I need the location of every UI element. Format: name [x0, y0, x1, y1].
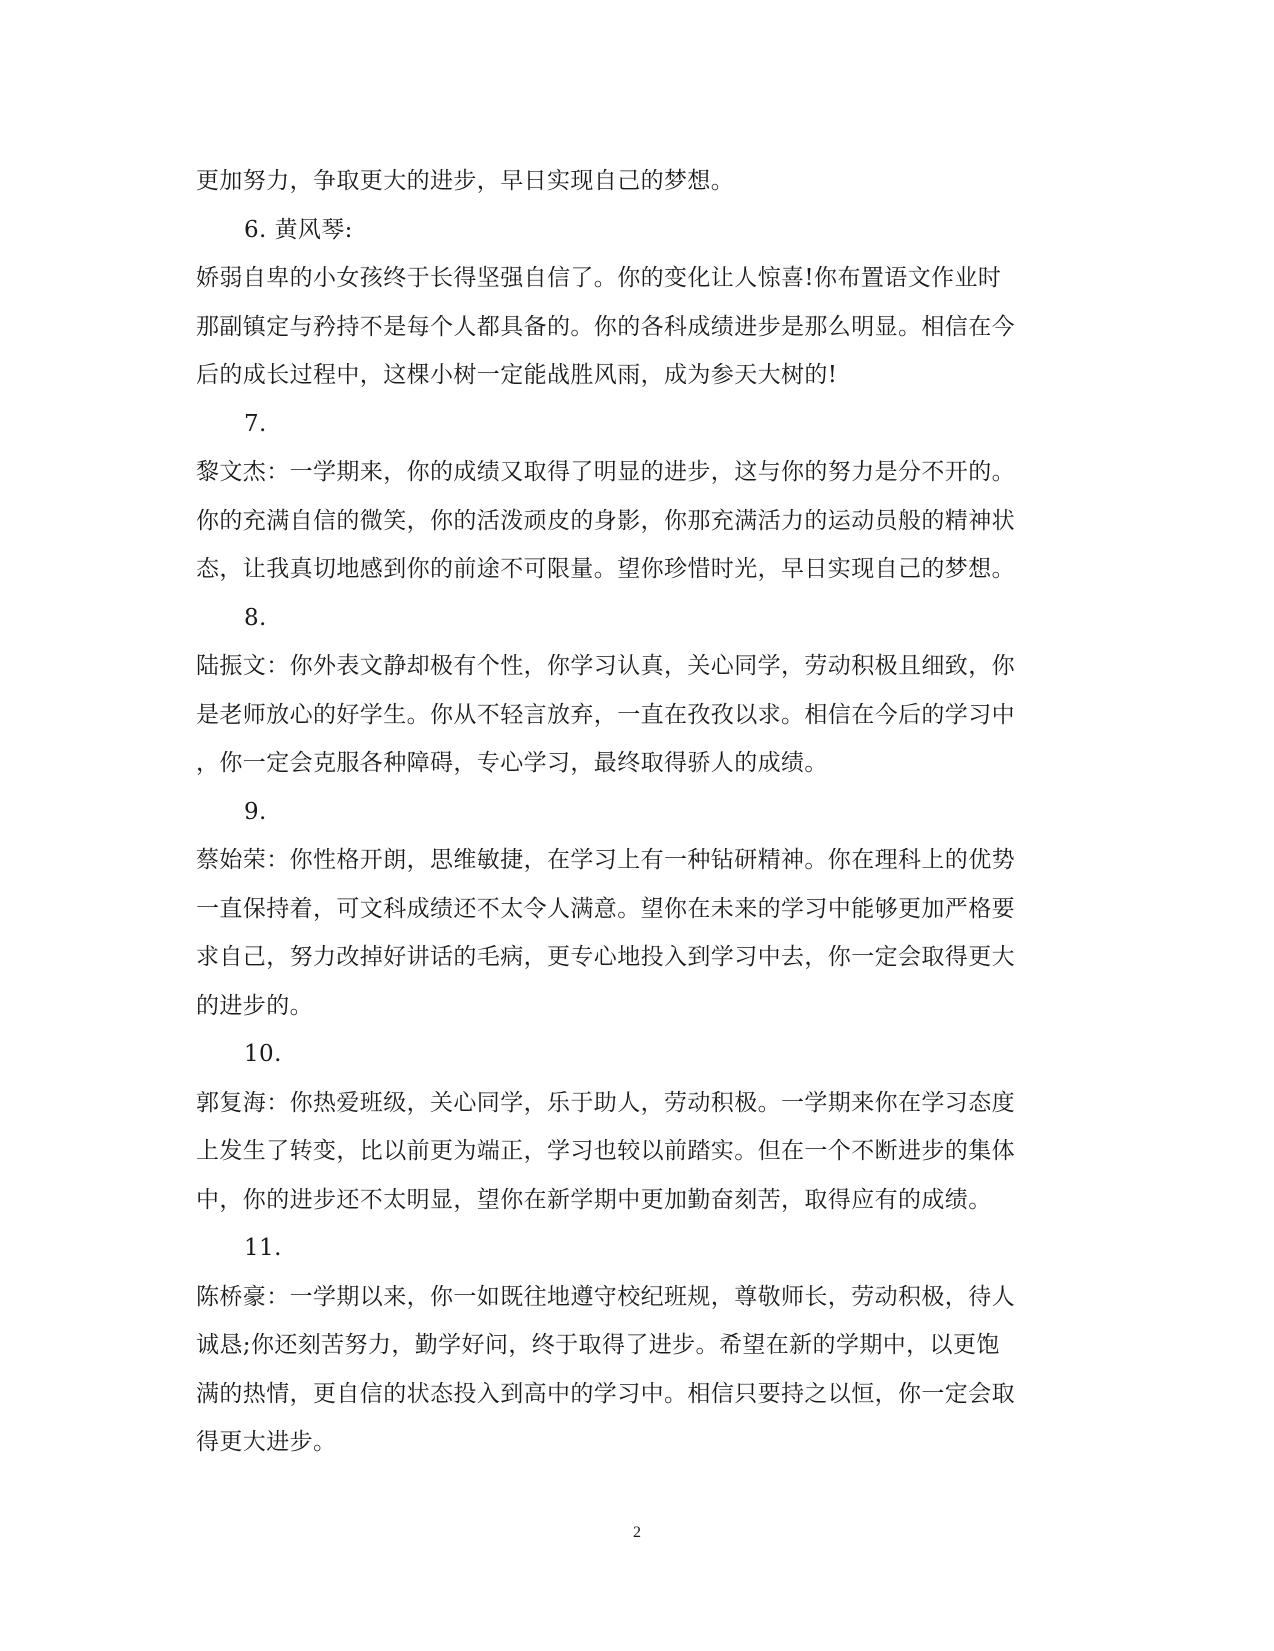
text-line: 陆振文：你外表文静却极有个性，你学习认真，关心同学，劳动积极且细致，你 — [196, 653, 1015, 679]
text-line: 你的充满自信的微笑，你的活泼顽皮的身影，你那充满活力的运动员般的精神状 — [196, 507, 1015, 534]
text-line: 是老师放心的好学生。你从不轻言放弃，一直在孜孜以求。相信在今后的学习中 — [196, 701, 1015, 728]
entry-number: 6. 黄风琴: — [244, 216, 353, 243]
text-line: 娇弱自卑的小女孩终于长得坚强自信了。你的变化让人惊喜!你布置语文作业时 — [196, 265, 1002, 291]
document-body — [196, 157, 1076, 1467]
text-line: 蔡始荣：你性格开朗，思维敏捷，在学习上有一种钻研精神。你在理科上的优势 — [196, 847, 1015, 873]
text-line: 后的成长过程中，这棵小树一定能战胜风雨，成为参天大树的! — [196, 362, 838, 388]
text-line: 的进步的。 — [196, 992, 313, 1019]
text-line: 满的热情，更自信的状态投入到高中的学习中。相信只要持之以恒，你一定会取 — [196, 1380, 1015, 1407]
text-line: 求自己，努力改掉好讲话的毛病，更专心地投入到学习中去，你一定会取得更大 — [196, 944, 1015, 970]
text-line: 上发生了转变，比以前更为端正，学习也较以前踏实。但在一个不断进步的集体 — [196, 1138, 1015, 1164]
text-line: 郭复海：你热爱班级，关心同学，乐于助人，劳动积极。一学期来你在学习态度 — [196, 1089, 1015, 1116]
text-line: 一直保持着，可文科成绩还不太令人满意。望你在未来的学习中能够更加严格要 — [196, 895, 1015, 922]
text-line: 黎文杰：一学期来，你的成绩又取得了明显的进步，这与你的努力是分不开的。 — [196, 459, 1015, 485]
text-line: 诚恳;你还刻苦努力，勤学好问，终于取得了进步。希望在新的学期中，以更饱 — [196, 1332, 1000, 1358]
text-line: 中，你的进步还不太明显，望你在新学期中更加勤奋刻苦，取得应有的成绩。 — [196, 1186, 992, 1213]
text-line: 更加努力，争取更大的进步，早日实现自己的梦想。 — [196, 168, 735, 194]
text-line: 那副镇定与矜持不是每个人都具备的。你的各科成绩进步是那么明显。相信在今 — [196, 313, 1015, 340]
text-line: 陈桥豪：一学期以来，你一如既往地遵守校纪班规，尊敬师长，劳动积极，待人 — [196, 1283, 1015, 1310]
text-line: 得更大进步。 — [196, 1429, 337, 1455]
text-line: 态，让我真切地感到你的前途不可限量。望你珍惜时光，早日实现自己的梦想。 — [196, 556, 1015, 582]
entry-number: 10. — [244, 1041, 282, 1067]
entry-number: 9. — [244, 798, 267, 825]
entry-number: 8. — [244, 604, 267, 631]
text-line: ，你一定会克服各种障碍，专心学习，最终取得骄人的成绩。 — [196, 750, 828, 776]
page-number: 2 — [633, 1524, 641, 1541]
entry-number: 7. — [244, 410, 267, 437]
entry-number: 11. — [244, 1235, 282, 1261]
